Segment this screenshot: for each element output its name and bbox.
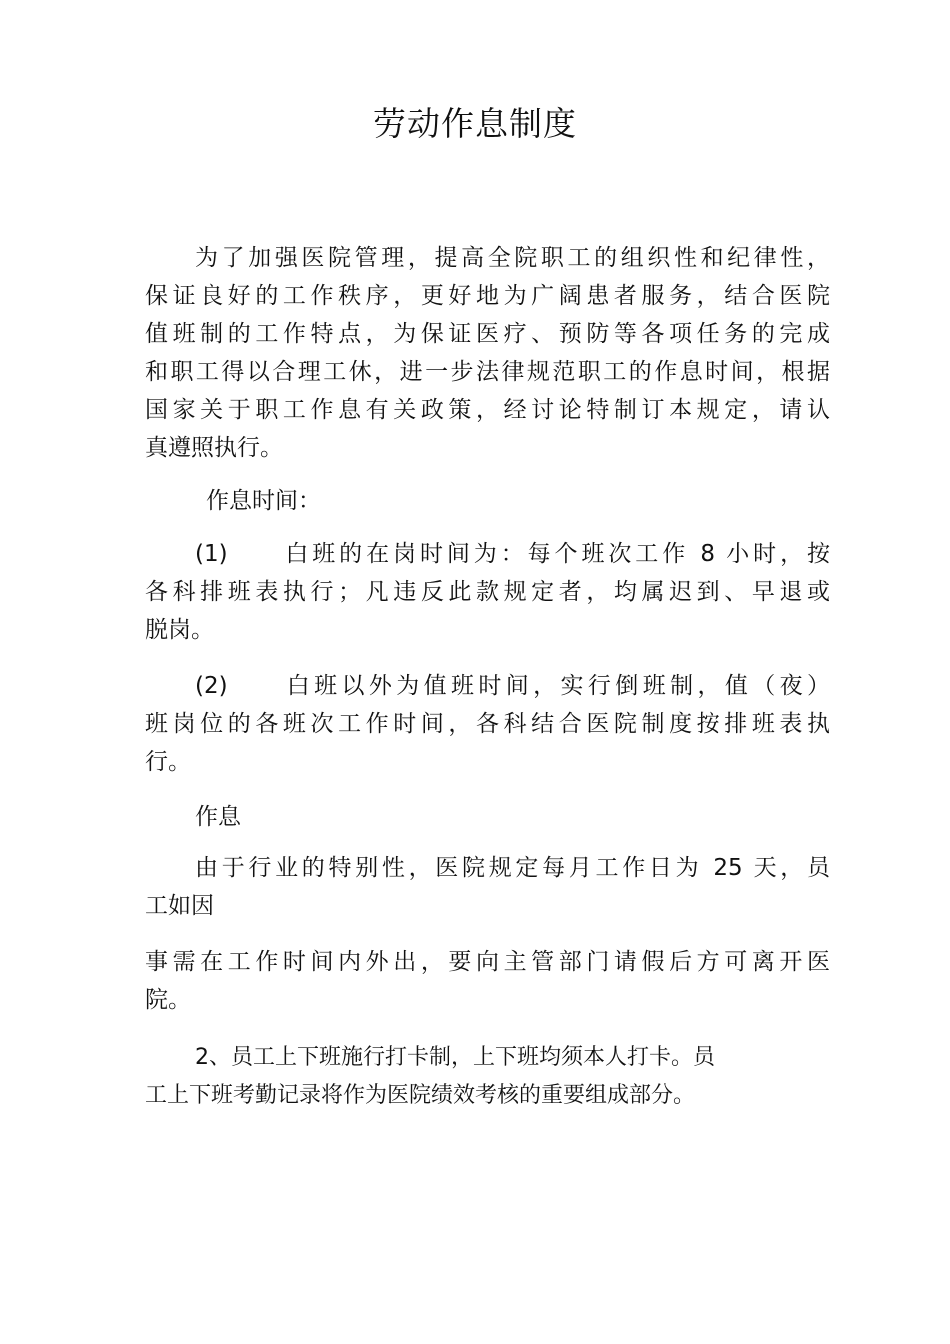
section-heading-rest: 作息 [195, 804, 241, 830]
intro-line: 和职工得以合理工休，进一步法律规范职工的作息时间，根据 [145, 359, 830, 385]
intro-line: 国家关于职工作息有关政策，经讨论特制订本规定，请认 [145, 397, 830, 423]
item-1-line: (1) 白班的在岗时间为：每个班次工作 8 小时，按 [195, 541, 830, 567]
intro-line: 真遵照执行。 [145, 435, 283, 461]
clock-line: 工上下班考勤记录将作为医院绩效考核的重要组成部分。 [145, 1083, 696, 1108]
item-2-line: 班岗位的各班次工作时间，各科结合医院制度按排班表执 [145, 711, 830, 737]
intro-line: 保证良好的工作秩序，更好地为广阔患者服务，结合医院 [145, 283, 830, 309]
leave-line: 事需在工作时间内外出，要向主管部门请假后方可离开医 [145, 949, 830, 975]
item-1-line: 各科排班表执行；凡违反此款规定者，均属迟到、早退或 [145, 579, 830, 605]
clock-line: 2、员工上下班施行打卡制，上下班均须本人打卡。员 [195, 1045, 715, 1070]
leave-line: 院。 [145, 987, 191, 1013]
item-1-line: 脱岗。 [145, 617, 214, 643]
intro-line: 值班制的工作特点，为保证医疗、预防等各项任务的完成 [145, 321, 830, 347]
intro-line: 为了加强医院管理，提高全院职工的组织性和纪律性， [195, 245, 830, 271]
rest-line: 由于行业的特别性，医院规定每月工作日为 25 天，员 [195, 855, 830, 881]
document-title: 劳动作息制度 [373, 104, 577, 143]
section-heading-work-time: 作息时间： [206, 488, 321, 514]
item-2-line: (2) 白班以外为值班时间，实行倒班制，值（夜） [195, 673, 830, 699]
item-2-line: 行。 [145, 749, 191, 775]
rest-line: 工如因 [145, 893, 214, 919]
